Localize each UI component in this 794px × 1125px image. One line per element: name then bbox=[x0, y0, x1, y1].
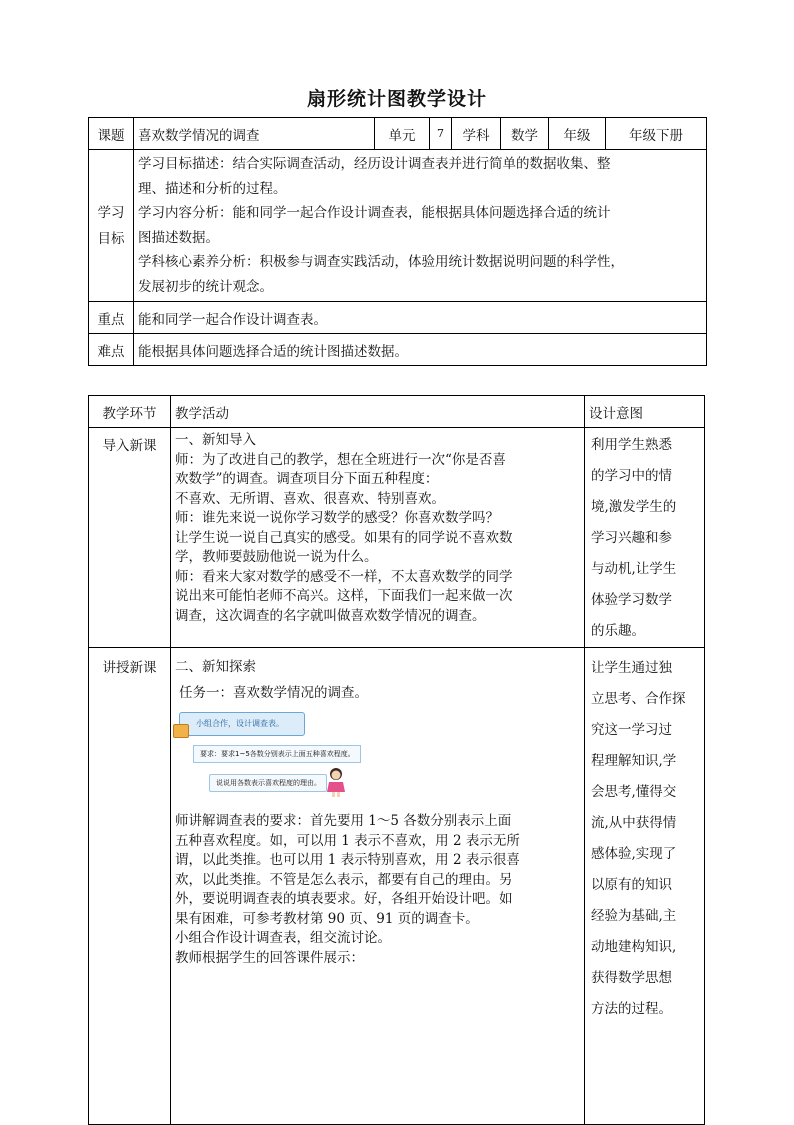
activity-line: 说出来可能怕老师不高兴。这样，下面我们一起来做一次 bbox=[175, 588, 513, 604]
explain-text bbox=[175, 812, 580, 968]
activity-line: 五种喜欢程度。如，可以用 1 表示不喜欢，用 2 表示无所 bbox=[175, 832, 520, 849]
goals-line: 理、描述和分析的过程。 bbox=[138, 180, 287, 197]
new-intent bbox=[585, 648, 705, 1125]
teaching-process-table bbox=[88, 395, 705, 1125]
activity-line: 一、新知导入 bbox=[175, 432, 256, 448]
header-activity: 教学活动 bbox=[171, 396, 585, 428]
activity-line: 欢，以此类推。不管是怎么表示，都要有自己的理由。另 bbox=[175, 871, 513, 888]
activity-line: 让学生说一说自己真实的感受。如果有的同学说不喜欢数 bbox=[175, 529, 513, 546]
goals-line: 学习目标描述：结合实际调查活动，经历设计调查表并进行简单的数据收集、整 bbox=[138, 156, 611, 172]
activity-line: 师讲解调查表的要求：首先要用 1～5 各数分别表示上面 bbox=[175, 813, 512, 829]
banner-reason: 说说用各数表示喜欢程度的理由。 bbox=[209, 774, 327, 792]
intent-line: 程理解知识,学 bbox=[591, 753, 677, 769]
intent-line: 流,从中获得情 bbox=[591, 815, 677, 831]
activity-line: 外，要说明调查表的填表要求。好，各组开始设计吧。如 bbox=[175, 891, 513, 907]
unit-label: 单元 bbox=[375, 118, 430, 150]
grade-label: 年级 bbox=[549, 118, 606, 150]
intent-line: 获得数学思想 bbox=[591, 970, 672, 986]
intent-line: 究这一学习过 bbox=[591, 722, 672, 738]
activity-line: 小组合作设计调查表，组交流讨论。 bbox=[175, 930, 391, 946]
key-point-text: 能和同学一起合作设计调查表。 bbox=[134, 302, 707, 334]
goals-line: 发展初步的统计观念。 bbox=[138, 278, 273, 295]
intent-line: 与动机,让学生 bbox=[591, 561, 677, 577]
activity-line: 师：看来大家对数学的感受不一样，不太喜欢数学的同学 bbox=[175, 568, 513, 585]
subject-label: 学科 bbox=[452, 118, 501, 150]
goals-line: 学科核心素养分析：积极参与调查实践活动，体验用统计数据说明问题的科学性， bbox=[138, 254, 624, 270]
intent-line: 经验为基础,主 bbox=[591, 908, 677, 924]
intro-activity bbox=[171, 428, 585, 648]
intent-line: 方法的过程。 bbox=[591, 1001, 672, 1017]
intent-line: 的学习中的情 bbox=[591, 468, 672, 484]
new-activity bbox=[171, 648, 585, 1125]
goals-line: 学习内容分析：能和同学一起合作设计调查表，能根据具体问题选择合适的统计 bbox=[138, 205, 611, 221]
goals-label-line2: 目标 bbox=[97, 230, 125, 247]
banner-requirement: 要求：要求1~5各数分别表示上面五种喜欢程度。 bbox=[193, 745, 361, 763]
grade-value: 年级下册 bbox=[606, 118, 707, 150]
activity-line: 不喜欢、无所谓、喜欢、很喜欢、特别喜欢。 bbox=[175, 490, 445, 507]
stage-new: 讲授新课 bbox=[89, 648, 171, 1125]
header-intent: 设计意图 bbox=[585, 396, 705, 428]
intent-line: 立思考、合作探 bbox=[591, 691, 686, 707]
banner-group-work: 小组合作，设计调查表。 bbox=[179, 712, 305, 736]
subject-value: 数学 bbox=[501, 118, 549, 150]
goals-text bbox=[134, 150, 707, 302]
intent-line: 感体验,实现了 bbox=[591, 846, 677, 862]
goals-label-line1: 学习 bbox=[97, 204, 125, 221]
activity-line: 果有困难，可参考教材第 90 页、91 页的调查卡。 bbox=[175, 910, 479, 927]
intent-line: 境,激发学生的 bbox=[591, 499, 677, 515]
intent-line: 会思考,懂得交 bbox=[591, 784, 677, 800]
intent-line: 以原有的知识 bbox=[591, 877, 672, 893]
activity-line: 师：谁先来说一说你学习数学的感受？你喜欢数学吗？ bbox=[175, 510, 499, 526]
course-label: 课题 bbox=[89, 118, 134, 150]
difficulty-text: 能根据具体问题选择合适的统计图描述数据。 bbox=[134, 334, 707, 366]
activity-line: 欢数学”的调查。调查项目分下面五种程度： bbox=[175, 471, 439, 487]
activity-line: 谓，以此类推。也可以用 1 表示特别喜欢，用 2 表示很喜 bbox=[175, 852, 520, 868]
intent-line: 利用学生熟悉 bbox=[591, 437, 672, 453]
activity-line: 学，教师要鼓励他说一说为什么。 bbox=[175, 549, 378, 565]
course-info-table bbox=[88, 117, 707, 366]
book-icon bbox=[173, 724, 189, 738]
intent-line: 让学生通过独 bbox=[591, 660, 672, 676]
intent-line: 学习兴趣和参 bbox=[591, 530, 672, 546]
task-one: 任务一：喜欢数学情况的调查。 bbox=[179, 685, 368, 701]
activity-line: 师：为了改进自己的教学，想在全班进行一次“你是否喜 bbox=[175, 451, 506, 468]
header-stage: 教学环节 bbox=[89, 396, 171, 428]
activity-line: 调查，这次调查的名字就叫做喜欢数学情况的调查。 bbox=[175, 607, 486, 624]
intent-line: 动地建构知识, bbox=[591, 939, 677, 955]
document-title: 扇形统计图教学设计 bbox=[306, 88, 487, 110]
difficulty-label: 难点 bbox=[89, 334, 134, 366]
goals-line: 图描述数据。 bbox=[138, 229, 219, 246]
intent-line: 的乐趣。 bbox=[591, 623, 645, 639]
girl-illustration-icon bbox=[325, 766, 347, 798]
intent-line: 体验学习数学 bbox=[591, 592, 672, 608]
intro-intent bbox=[585, 428, 705, 648]
goals-label bbox=[89, 150, 134, 302]
course-value: 喜欢数学情况的调查 bbox=[134, 118, 375, 150]
stage-intro: 导入新课 bbox=[89, 428, 171, 648]
unit-value: 7 bbox=[430, 118, 452, 150]
key-point-label: 重点 bbox=[89, 302, 134, 334]
new-heading: 二、新知探索 bbox=[175, 659, 256, 675]
activity-line: 教师根据学生的回答课件展示： bbox=[175, 949, 364, 966]
courseware-figure bbox=[175, 710, 580, 802]
